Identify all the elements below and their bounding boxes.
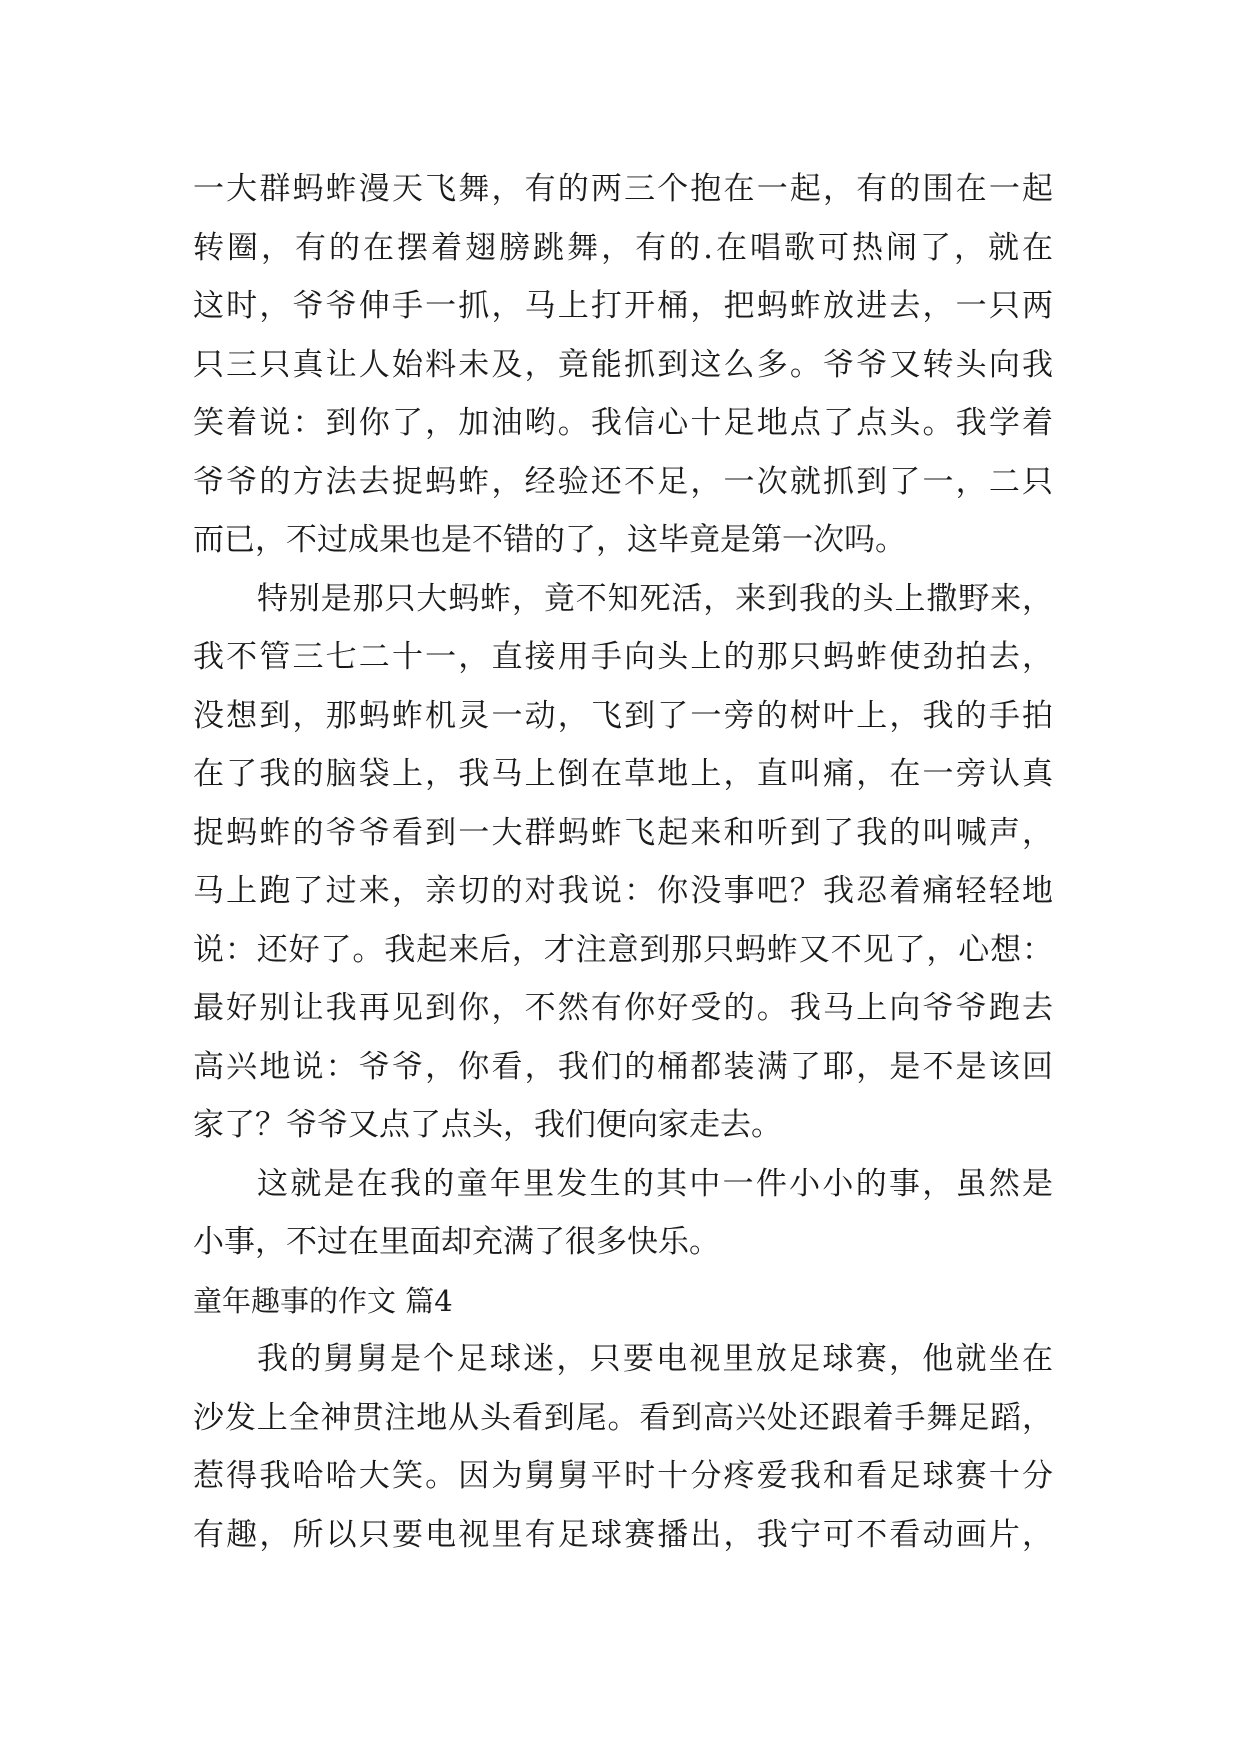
paragraph-4: [193, 1330, 1053, 1564]
paragraph-3: [193, 1155, 1053, 1272]
text-line: 高兴地说：爷爷，你看，我们的桶都装满了耶，是不是该回: [193, 1048, 1053, 1085]
text-line: 马上跑了过来，亲切的对我说：你没事吧？我忍着痛轻轻地: [193, 873, 1053, 909]
text-line: 惹得我哈哈大笑。因为舅舅平时十分疼爱我和看足球赛十分: [193, 1458, 1053, 1494]
text-line: 最好别让我再见到你，不然有你好受的。我马上向爷爷跑去: [193, 990, 1053, 1026]
text-line: 这时，爷爷伸手一抓，马上打开桶，把蚂蚱放进去，一只两: [193, 288, 1053, 324]
text-line: 没想到，那蚂蚱机灵一动，飞到了一旁的树叶上，我的手拍: [193, 697, 1053, 734]
text-line: 笑着说：到你了，加油哟。我信心十足地点了点头。我学着: [193, 405, 1053, 441]
text-line: 说：还好了。我起来后，才注意到那只蚂蚱又不见了，心想：: [193, 931, 1053, 968]
text-line: 只三只真让人始料未及，竟能抓到这么多。爷爷又转头向我: [193, 346, 1053, 383]
text-line: 特别是那只大蚂蚱，竟不知死活，来到我的头上撒野来，: [257, 580, 1053, 617]
text-line: 沙发上全神贯注地从头看到尾。看到高兴处还跟着手舞足蹈，: [193, 1399, 1053, 1436]
section-heading: 童年趣事的作文 篇4: [193, 1283, 453, 1318]
text-line: 这就是在我的童年里发生的其中一件小小的事，虽然是: [257, 1165, 1053, 1202]
text-line: 爷爷的方法去捉蚂蚱，经验还不足，一次就抓到了一，二只: [193, 463, 1053, 500]
text-line: 转圈，有的在摆着翅膀跳舞，有的.在唱歌可热闹了，就在: [193, 229, 1053, 266]
text-line: 我的舅舅是个足球迷，只要电视里放足球赛，他就坐在: [257, 1341, 1053, 1377]
text-line: 我不管三七二十一，直接用手向头上的那只蚂蚱使劲拍去，: [193, 639, 1053, 675]
text-line: 在了我的脑袋上，我马上倒在草地上，直叫痛，在一旁认真: [193, 756, 1053, 792]
text-line: 家了？爷爷又点了点头，我们便向家走去。: [193, 1107, 782, 1143]
text-line: 捉蚂蚱的爷爷看到一大群蚂蚱飞起来和听到了我的叫喊声，: [193, 814, 1053, 851]
text-line: 而已，不过成果也是不错的了，这毕竟是第一次吗。: [193, 522, 906, 558]
document-page: [193, 160, 1053, 1564]
text-line: 小事，不过在里面却充满了很多快乐。: [193, 1224, 720, 1260]
paragraph-1: [193, 160, 1053, 570]
paragraph-2: [193, 570, 1053, 1155]
text-line: 一大群蚂蚱漫天飞舞，有的两三个抱在一起，有的围在一起: [193, 171, 1053, 207]
text-line: 有趣，所以只要电视里有足球赛播出，我宁可不看动画片，: [193, 1516, 1053, 1553]
